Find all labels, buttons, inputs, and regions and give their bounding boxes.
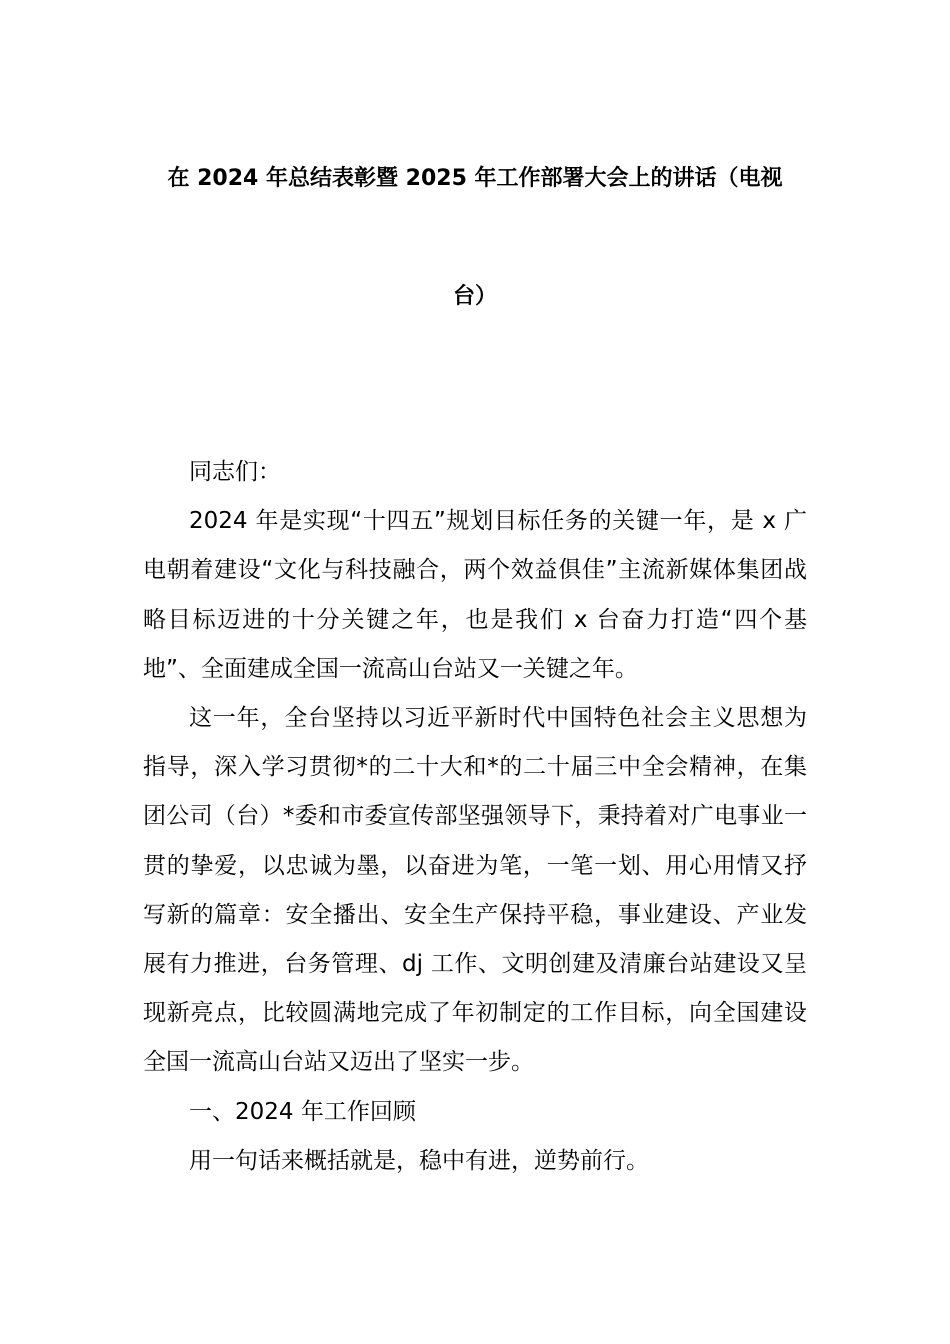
section-heading: 一、2024 年工作回顾 (189, 1098, 416, 1125)
document-title-line-1: 在 2024 年总结表彰暨 2025 年工作部署大会上的讲话（电视 (167, 166, 783, 191)
body-paragraph: 这一年，全台坚持以习近平新时代中国特色社会主义思想为指导，深入学习贯彻*的二十大和*的二十届三中全会精神，在集团公司（台）*委和市委宣传部坚强领导下，秉持着对广电事业一贯的挚爱，以忠诚为墨，以奋进为笔，一笔一划、用心用情又抒写新的篇章：安全播出、安全生产保持平稳，事业建设、产业发展有力推进，台务管理、dj 工作、文明创建及清廉台站建设又呈现新亮点，比较圆满地完成了年初制定的工作目标，向全国建设全国一流高山台站又迈出了坚实一步。 (143, 705, 807, 1076)
body-paragraph: 用一句话来概括就是，稳中有进，逆势前行。 (189, 1147, 649, 1174)
salutation: 同志们： (189, 459, 281, 485)
body-paragraph: 2024 年是实现“十四五”规划目标任务的关键一年，是 x 广电朝着建设“文化与科技融合，两个效益俱佳”主流新媒体集团战略目标迈进的十分关键之年，也是我们 x 台奋力打造“四个基地”、全面建成全国一流高山台站又一关键之年。 (143, 508, 807, 682)
document-body (143, 448, 807, 1186)
document-title-line-2: 台） (452, 284, 497, 309)
